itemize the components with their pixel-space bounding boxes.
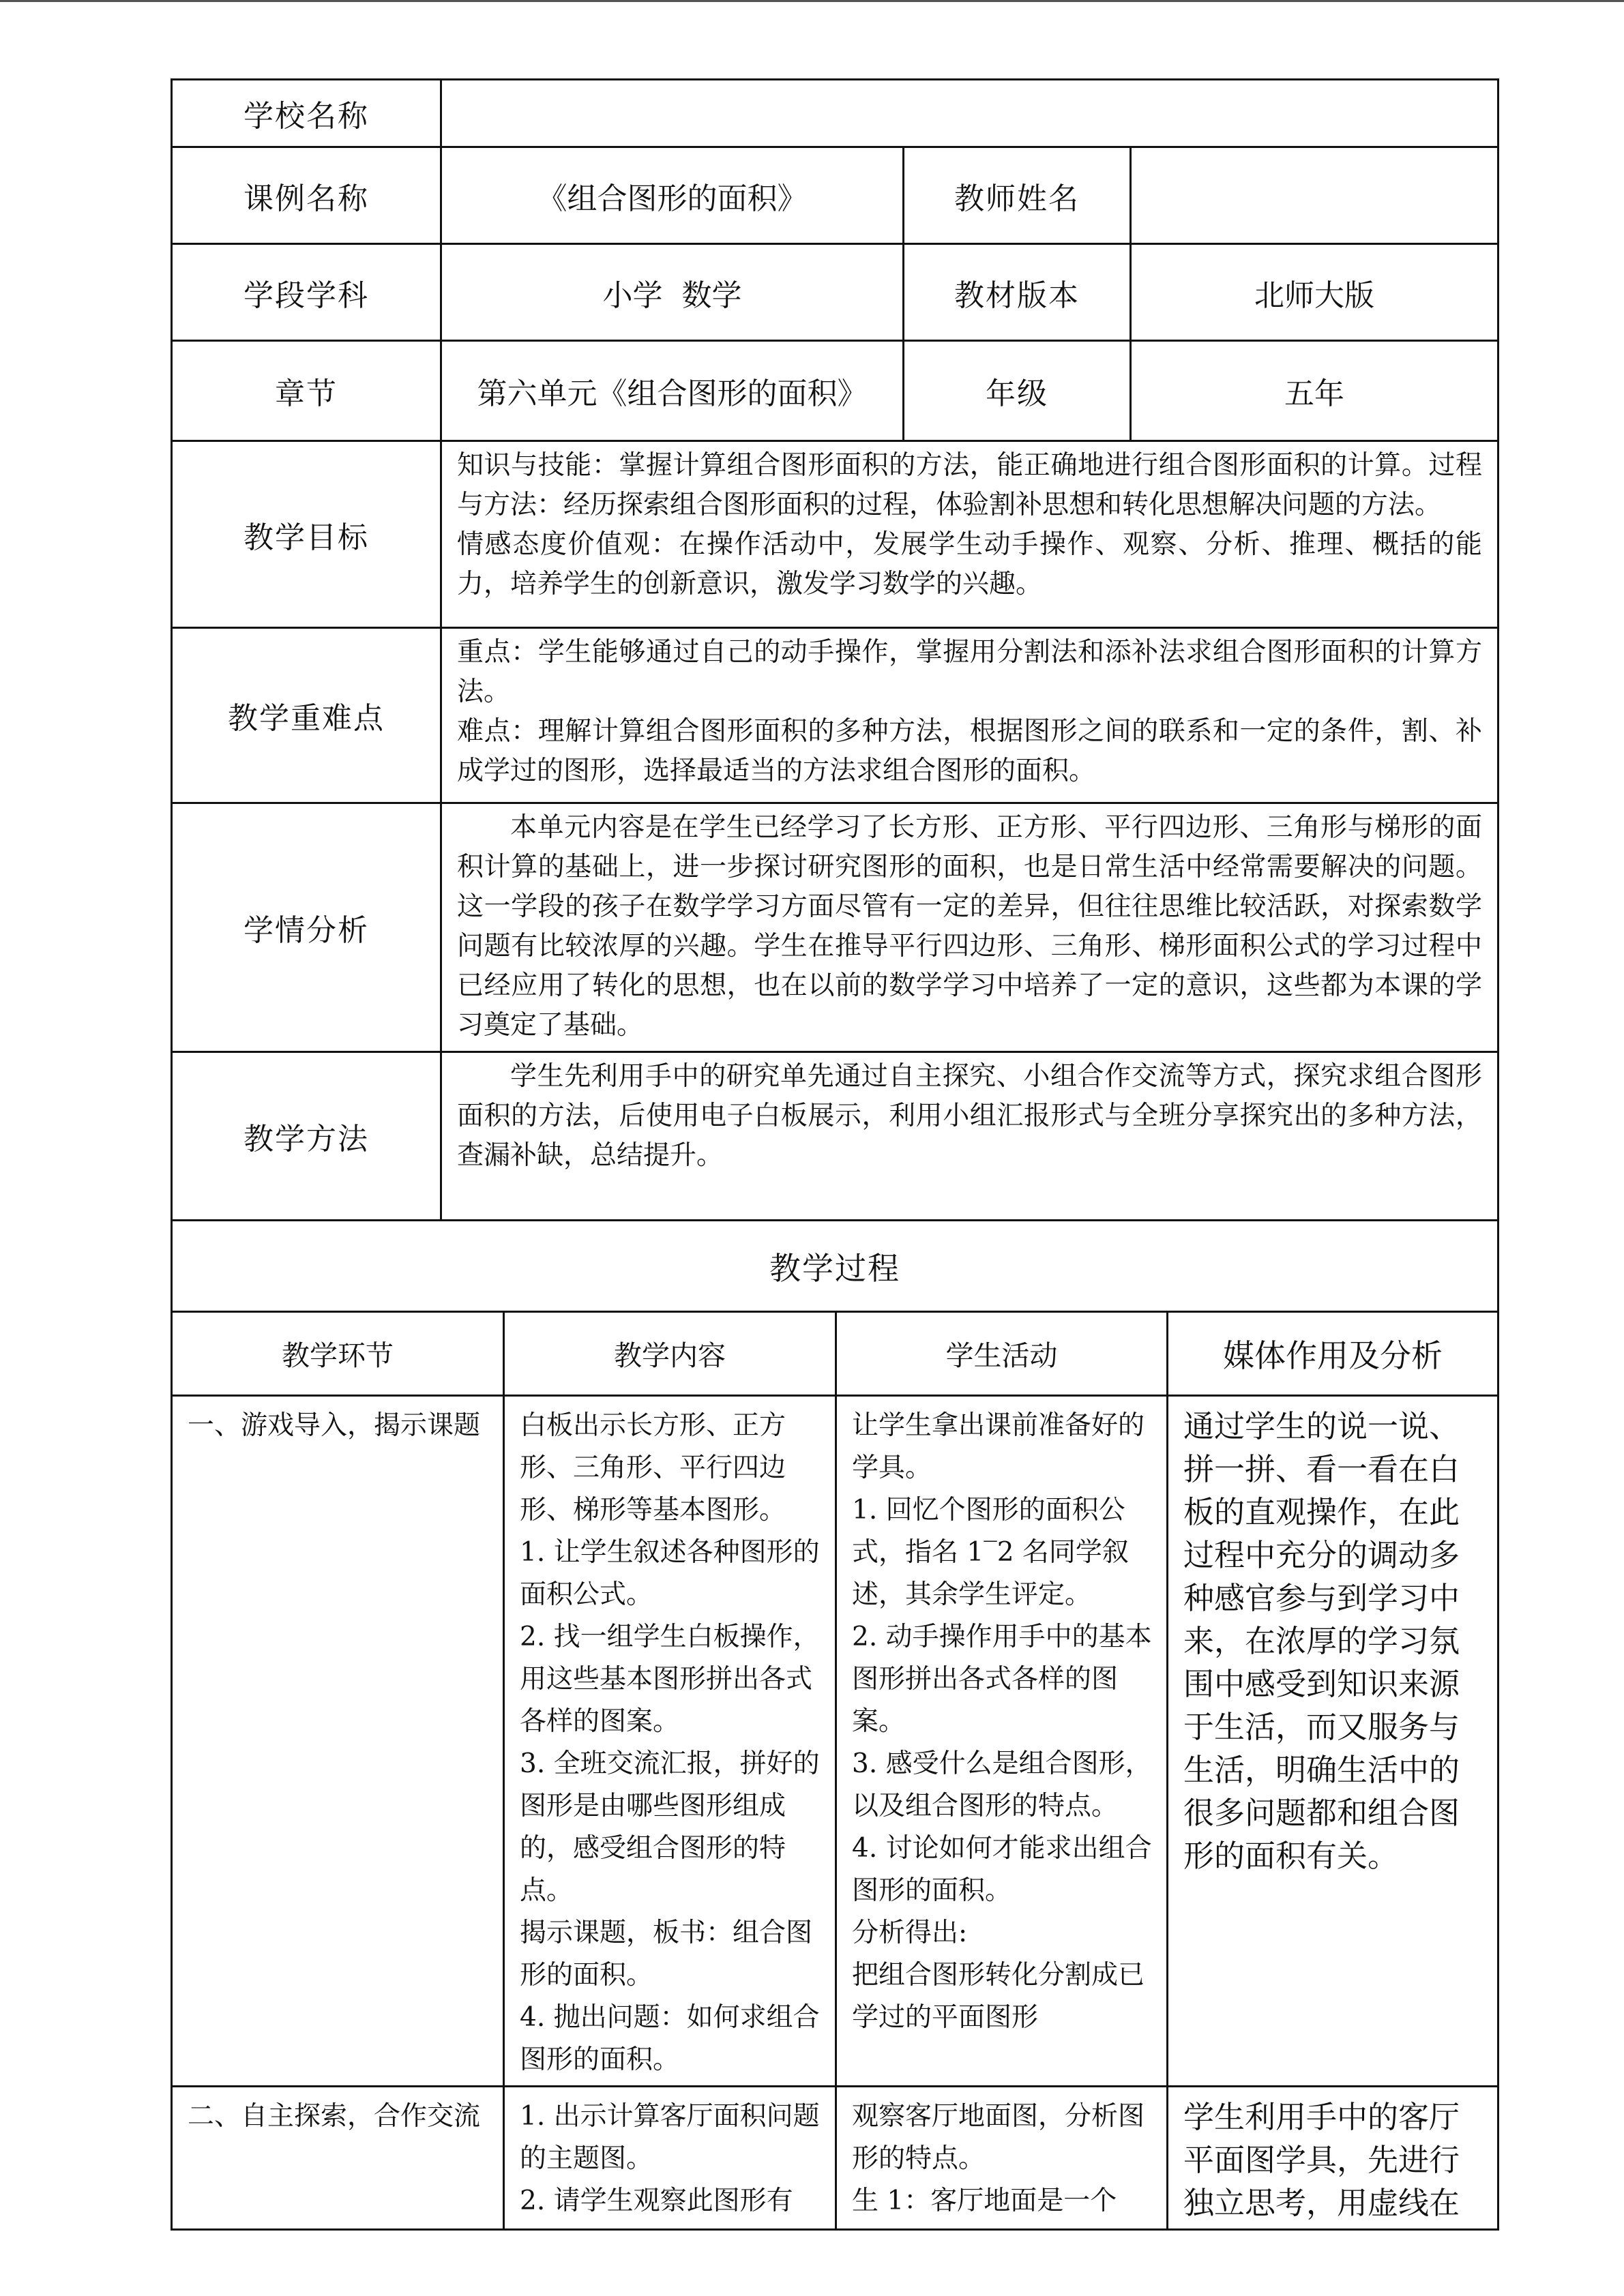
grade-value: 五年 [1131,341,1498,441]
info-table [171,78,1499,1313]
lesson-label: 课例名称 [172,147,441,244]
header-content: 教学内容 [504,1313,836,1395]
analysis-text [441,803,1498,1052]
row1-content-line: 2. 找一组学生白板操作，用这些基本图形拼出各式各样的图案。 [520,1621,820,1737]
school-value [441,80,1498,147]
row2-stage: 二、自主探索，合作交流 [172,2086,504,2229]
process-header-row [172,1313,1498,1395]
teacher-label: 教师姓名 [904,147,1131,244]
row2-content-line: 1. 出示计算客厅面积问题的主题图。 [520,2100,820,2174]
edition-label: 教材版本 [904,244,1131,341]
page-top-line [0,0,1624,2]
row1-content-line: 3. 全班交流汇报，拼好的图形是由哪些图形组成的，感受组合图形的特点。 [520,1748,820,1906]
key-points-label: 教学重难点 [172,628,441,803]
row2-content [504,2086,836,2229]
row1-content [504,1395,836,2086]
row1-activity-line: 让学生拿出课前准备好的学具。 [852,1410,1145,1483]
process-table [171,1313,1499,2231]
chapter-label: 章节 [172,341,441,441]
analysis-paragraph: 本单元内容是在学生已经学习了长方形、正方形、平行四边形、三角形与梯形的面积计算的基础上，进一步探讨研究图形的面积，也是日常生活中经常需要解决的问题。这一学段的孩子在数学学习方面尽管有一定的差异，但往往思维比较活跃，对探索数学问题有比较浓厚的兴趣。学生在推导平行四边形、三角形、梯形面积公式的学习过程中已经应用了转化的思想，也在以前的数学学习中培养了一定的意识，这些都为本课的学习奠定了基础。 [457,812,1482,1041]
goals-text [441,441,1498,628]
row1-activity-line: 2. 动手操作用手中的基本图形拼出各式各样的图案。 [852,1621,1152,1737]
stage-label: 学段学科 [172,244,441,341]
key-points-paragraph-2: 难点：理解计算组合图形面积的多种方法，根据图形之间的联系和一定的条件，割、补成学过的图形，选择最适当的方法求组合图形的面积。 [457,716,1482,786]
header-media: 媒体作用及分析 [1168,1313,1498,1395]
row1-activity-line: 1. 回忆个图形的面积公式，指名 1‾2 名同学叙述，其余学生评定。 [852,1494,1129,1610]
row1-stage: 一、游戏导入，揭示课题 [172,1395,504,2086]
row2-activity [836,2086,1168,2229]
row1-activity-line: 分析得出: [852,1917,968,1948]
row1-activity-line: 把组合图形转化分割成已学过的平面图形 [852,1959,1145,2033]
method-label: 教学方法 [172,1052,441,1221]
row2-content-line: 2. 请学生观察此图形有 [520,2185,793,2216]
row2-activity-line: 生 1：客厅地面是一个 [852,2185,1117,2216]
header-stage: 教学环节 [172,1313,504,1395]
teacher-value [1131,147,1498,244]
key-points-row [172,628,1498,803]
process-title: 教学过程 [172,1221,1498,1312]
edition-value: 北师大版 [1131,244,1498,341]
goals-label: 教学目标 [172,441,441,628]
row1-media: 通过学生的说一说、拼一拼、看一看在白板的直观操作，在此过程中充分的调动多种感官参与到学习中来，在浓厚的学习氛围中感受到知识来源于生活，而又服务与生活，明确生活中的很多问题都和组合图形的面积有关。 [1168,1395,1498,2086]
grade-label: 年级 [904,341,1131,441]
chapter-value: 第六单元《组合图形的面积》 [441,341,904,441]
row1-content-line: 揭示课题，板书：组合图形的面积。 [520,1917,813,1991]
method-row [172,1052,1498,1221]
header-activity: 学生活动 [836,1313,1168,1395]
school-label: 学校名称 [172,80,441,147]
school-row [172,80,1498,147]
process-title-row [172,1221,1498,1312]
analysis-row [172,803,1498,1052]
method-text [441,1052,1498,1221]
row2-media: 学生利用手中的客厅平面图学具，先进行独立思考，用虚线在 [1168,2086,1498,2229]
lesson-plan-document [171,78,1497,2231]
process-row-1 [172,1395,1498,2086]
chapter-row [172,341,1498,441]
lesson-value: 《组合图形的面积》 [441,147,904,244]
process-row-2 [172,2086,1498,2229]
key-points-paragraph-1: 重点：学生能够通过自己的动手操作，掌握用分割法和添补法求组合图形面积的计算方法。 [457,637,1482,707]
analysis-label: 学情分析 [172,803,441,1052]
goals-row [172,441,1498,628]
row1-content-line: 1. 让学生叙述各种图形的面积公式。 [520,1536,820,1610]
stage-row [172,244,1498,341]
row1-activity-line: 3. 感受什么是组合图形，以及组合图形的特点。 [852,1748,1152,1821]
row2-activity-line: 观察客厅地面图，分析图形的特点。 [852,2100,1145,2174]
goals-paragraph-2: 情感态度价值观：在操作活动中，发展学生动手操作、观察、分析、推理、概括的能力，培养学生的创新意识，激发学习数学的兴趣。 [457,529,1482,599]
lesson-row [172,147,1498,244]
stage-value: 小学 数学 [441,244,904,341]
row1-activity [836,1395,1168,2086]
row1-content-line: 白板出示长方形、正方形、三角形、平行四边形、梯形等基本图形。 [520,1410,786,1525]
row1-content-line: 4. 抛出问题：如何求组合图形的面积。 [520,2001,820,2075]
key-points-text [441,628,1498,803]
goals-paragraph-1: 知识与技能：掌握计算组合图形面积的方法，能正确地进行组合图形面积的计算。过程与方法：经历探索组合图形面积的过程，体验割补思想和转化思想解决问题的方法。 [457,450,1482,520]
method-paragraph: 学生先利用手中的研究单先通过自主探究、小组合作交流等方式，探究求组合图形面积的方法，后使用电子白板展示，利用小组汇报形式与全班分享探究出的多种方法，查漏补缺，总结提升。 [457,1061,1482,1171]
row1-activity-line: 4. 讨论如何才能求出组合图形的面积。 [852,1832,1152,1906]
